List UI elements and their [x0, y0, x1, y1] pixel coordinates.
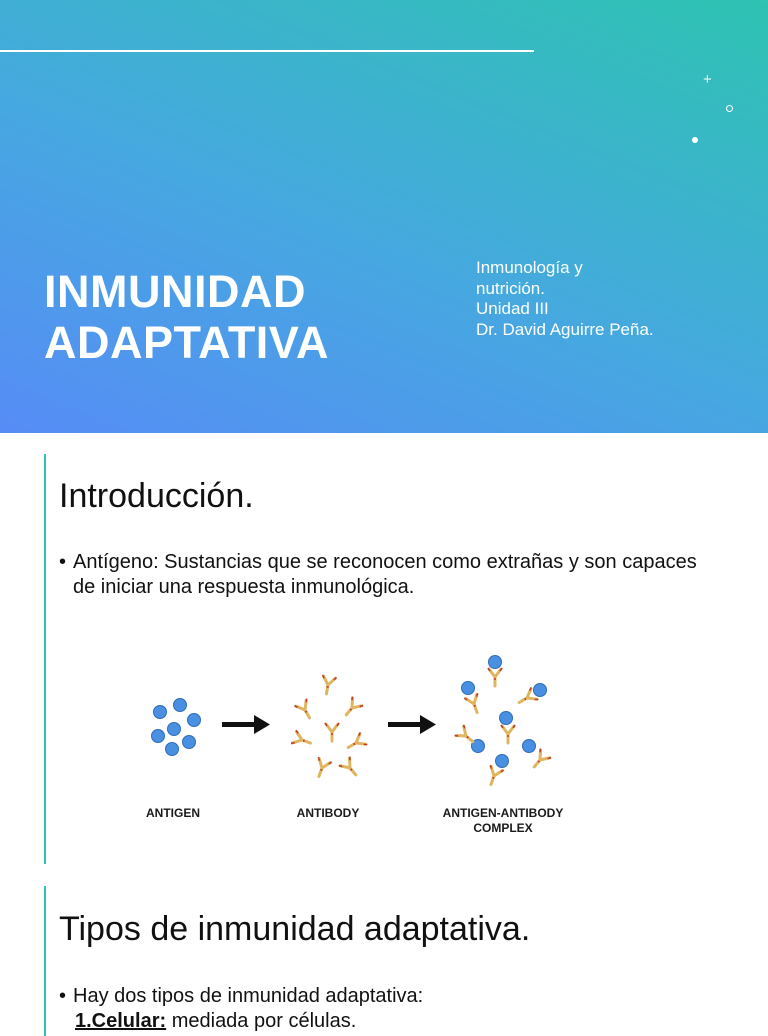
bullet-text: Hay dos tipos de inmunidad adaptativa: — [73, 985, 424, 1007]
label-antigen-antibody-complex — [420, 806, 586, 836]
section-heading-tipos: Tipos de inmunidad adaptativa. — [59, 910, 531, 948]
label-antibody: ANTIBODY — [296, 806, 360, 820]
decorative-line — [0, 50, 534, 52]
subtitle-line: nutrición. — [476, 278, 545, 298]
subtitle-line: Inmunología y — [476, 258, 583, 277]
celular-description: mediada por células. — [166, 1009, 357, 1032]
slide-title — [44, 266, 329, 368]
title-slide — [0, 0, 768, 433]
subtitle-line: Unidad III — [476, 299, 549, 318]
antibody-cluster — [291, 675, 367, 779]
accent-bar — [44, 886, 46, 1036]
plus-decoration-icon: + — [703, 71, 712, 88]
bullet-antigeno — [59, 550, 709, 599]
figure-illustration — [130, 640, 590, 810]
antigen-antibody-figure — [130, 640, 590, 850]
antigen-antibody-complex — [455, 656, 552, 787]
bullet-sub-line — [59, 1009, 709, 1034]
title-line-1: INMUNIDAD — [44, 266, 306, 317]
dot-decoration-icon — [692, 137, 698, 143]
section-heading-introduccion: Introducción. — [59, 477, 254, 515]
bullet-tipos — [59, 984, 709, 1033]
label-complex-line-2: COMPLEX — [473, 821, 533, 835]
subtitle-line: Dr. David Aguirre Peña. — [476, 319, 654, 339]
label-complex-line-1: ANTIGEN-ANTIBODY — [442, 806, 564, 820]
ring-decoration-icon — [726, 105, 733, 112]
slide-subtitle — [476, 258, 654, 340]
celular-label: 1.Celular: — [75, 1009, 167, 1032]
title-line-2: ADAPTATIVA — [44, 317, 329, 368]
bullet-text: Antígeno: Sustancias que se reconocen como extrañas y son capaces de iniciar una respuesta inmunológica. — [73, 551, 697, 598]
arrow-right-icon — [388, 715, 436, 734]
label-antigen: ANTIGEN — [146, 806, 200, 820]
bullet-char: • — [59, 985, 67, 1007]
arrow-right-icon — [222, 715, 270, 734]
bullet-char: • — [59, 551, 67, 573]
accent-bar — [44, 454, 46, 864]
antigen-cluster — [152, 699, 201, 756]
